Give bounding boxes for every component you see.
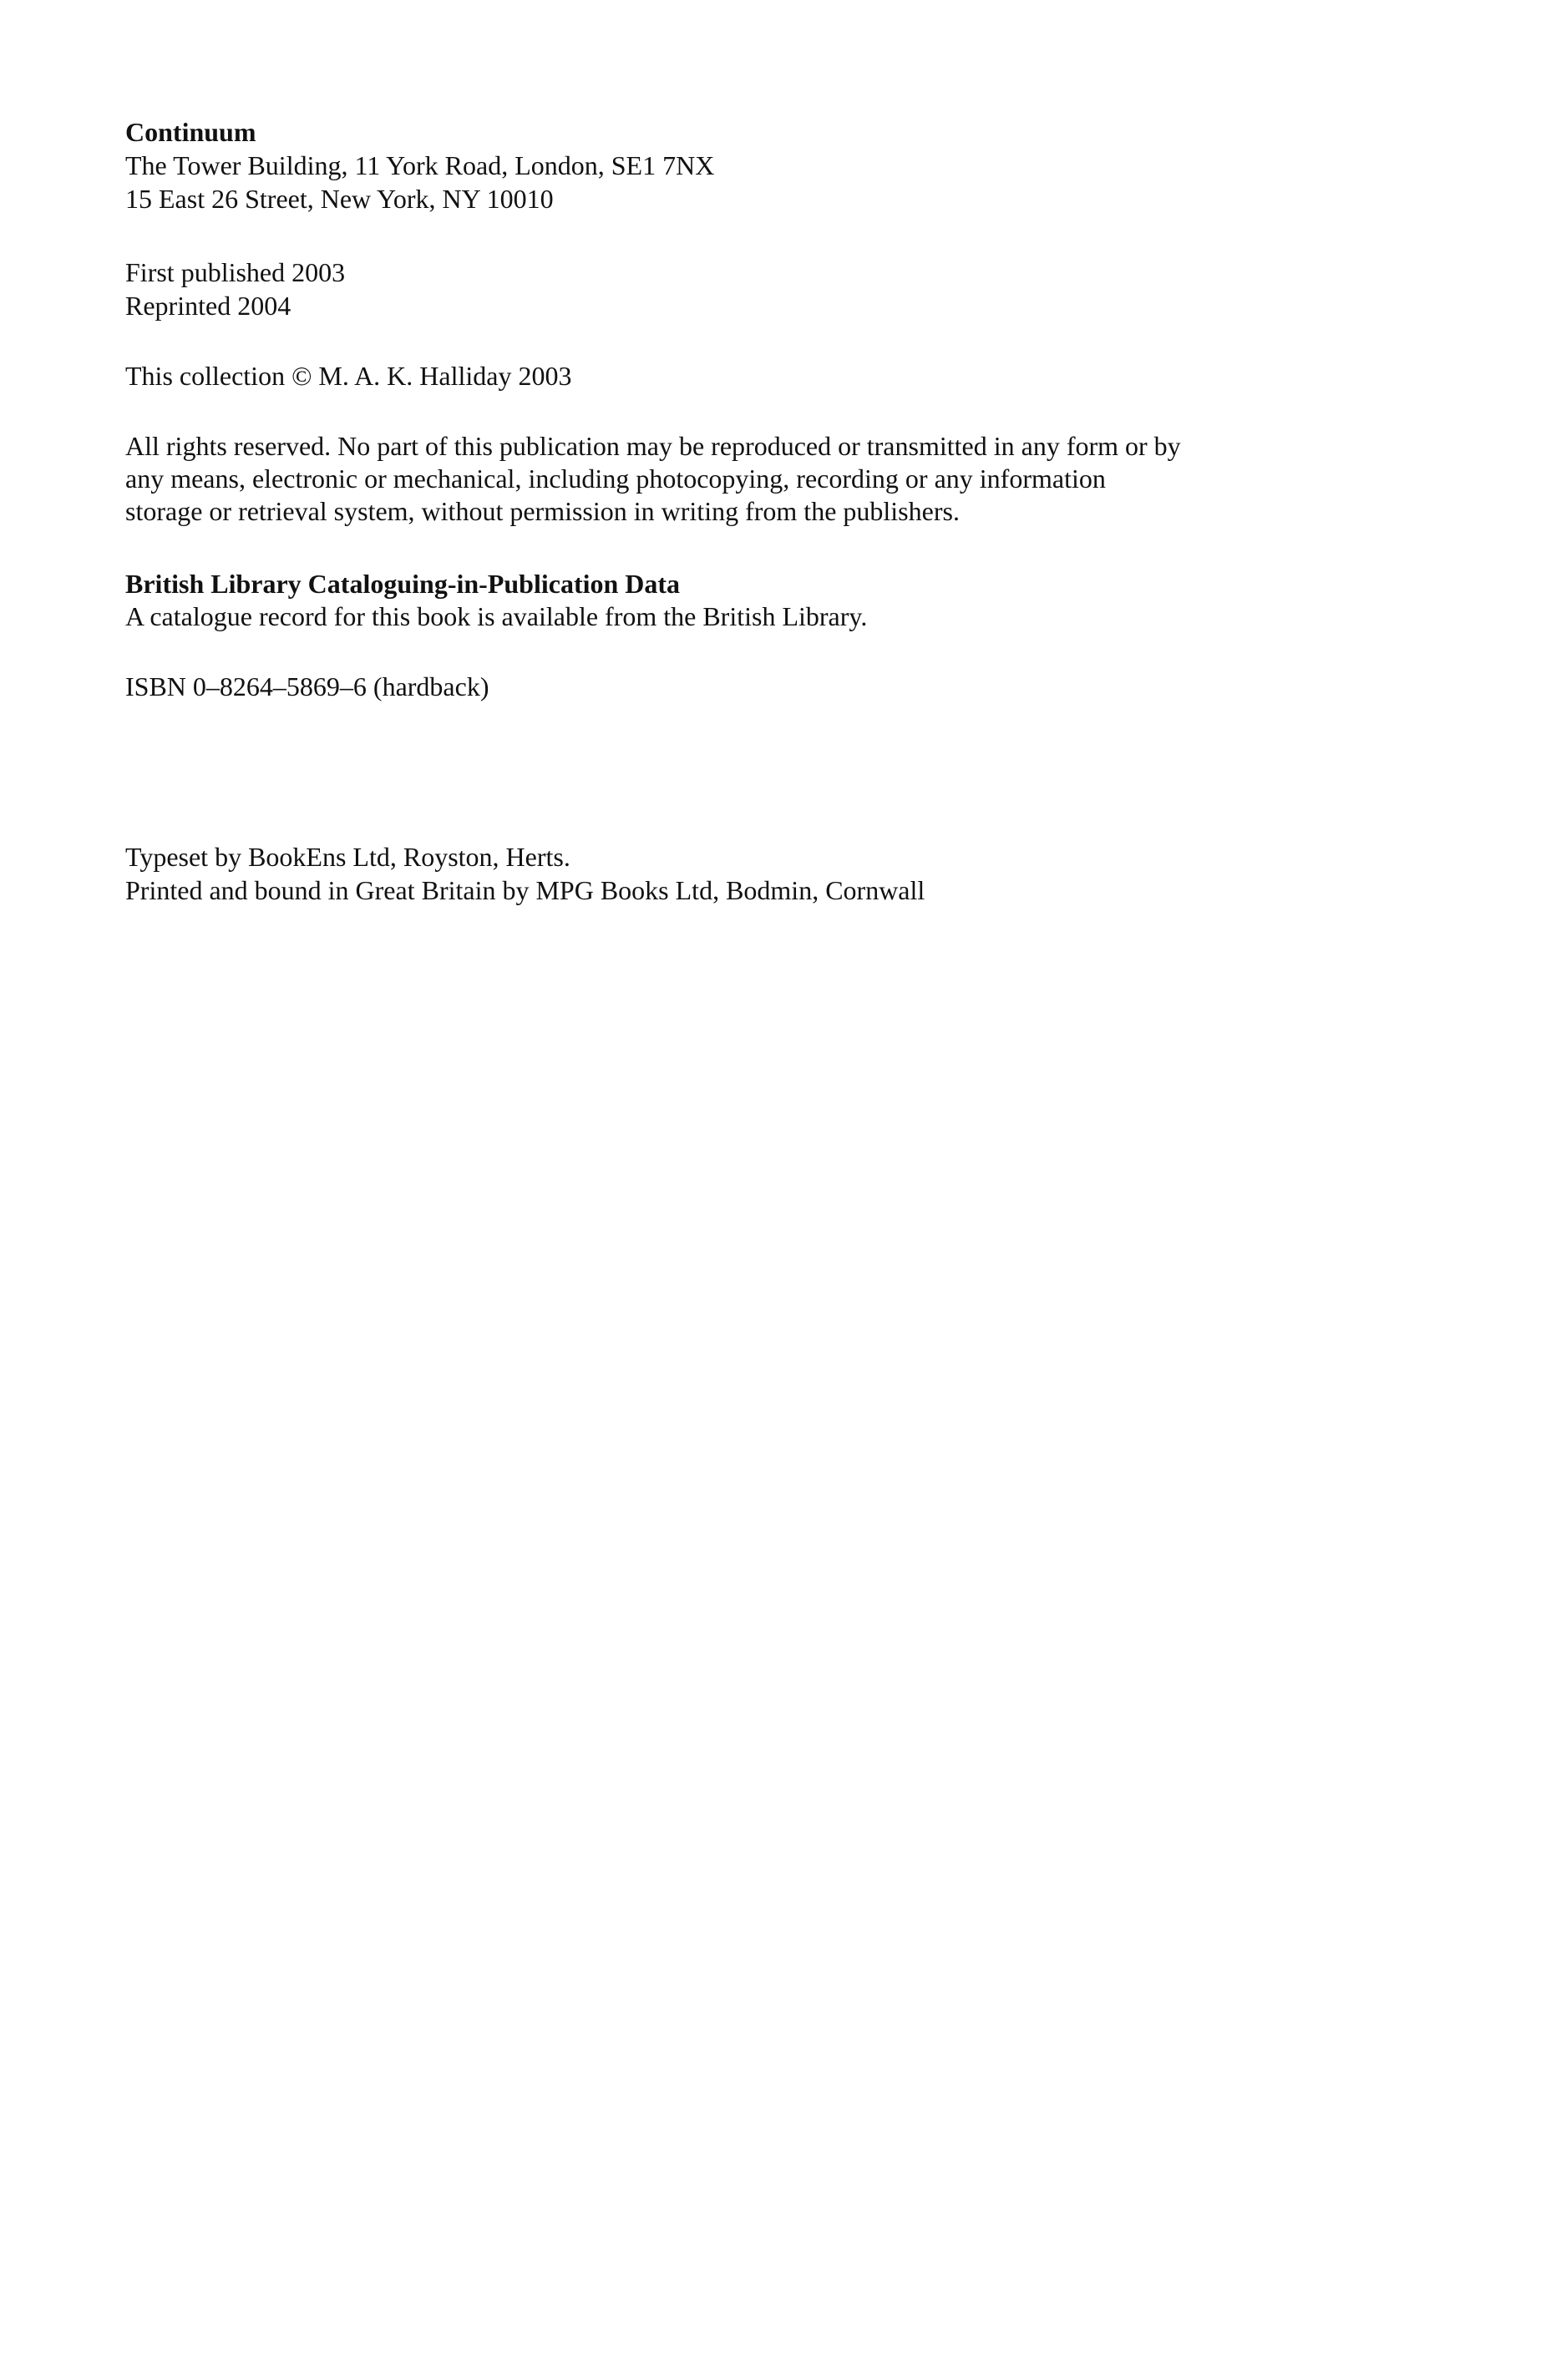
copyright-notice: This collection © M. A. K. Halliday 2003 bbox=[125, 361, 572, 391]
publisher-address-uk: The Tower Building, 11 York Road, London, SE1 7NX bbox=[125, 150, 715, 180]
production-block bbox=[125, 840, 925, 907]
isbn: ISBN 0–8264–5869–6 (hardback) bbox=[125, 671, 489, 701]
first-published: First published 2003 bbox=[125, 257, 346, 287]
isbn-block bbox=[125, 670, 489, 703]
rights-statement bbox=[125, 430, 1181, 528]
publisher-address-us: 15 East 26 Street, New York, NY 10010 bbox=[125, 184, 554, 214]
rights-line-3: storage or retrieval system, without permission in writing from the publishers. bbox=[125, 496, 960, 526]
typeset-credit: Typeset by BookEns Ltd, Royston, Herts. bbox=[125, 842, 570, 872]
reprinted: Reprinted 2004 bbox=[125, 291, 291, 321]
cip-block bbox=[125, 568, 867, 633]
rights-line-1: All rights reserved. No part of this publication may be reproduced or transmitted in any form or by bbox=[125, 431, 1181, 461]
publisher-name: Continuum bbox=[125, 117, 256, 147]
copyright-block bbox=[125, 359, 571, 392]
publisher-block bbox=[125, 115, 714, 215]
printer-credit: Printed and bound in Great Britain by MPG Books Ltd, Bodmin, Cornwall bbox=[125, 875, 925, 905]
rights-line-2: any means, electronic or mechanical, including photocopying, recording or any information bbox=[125, 463, 1106, 494]
publication-dates bbox=[125, 256, 345, 322]
cip-text: A catalogue record for this book is available from the British Library. bbox=[125, 601, 868, 631]
cip-heading: British Library Cataloguing-in-Publication Data bbox=[125, 569, 681, 599]
